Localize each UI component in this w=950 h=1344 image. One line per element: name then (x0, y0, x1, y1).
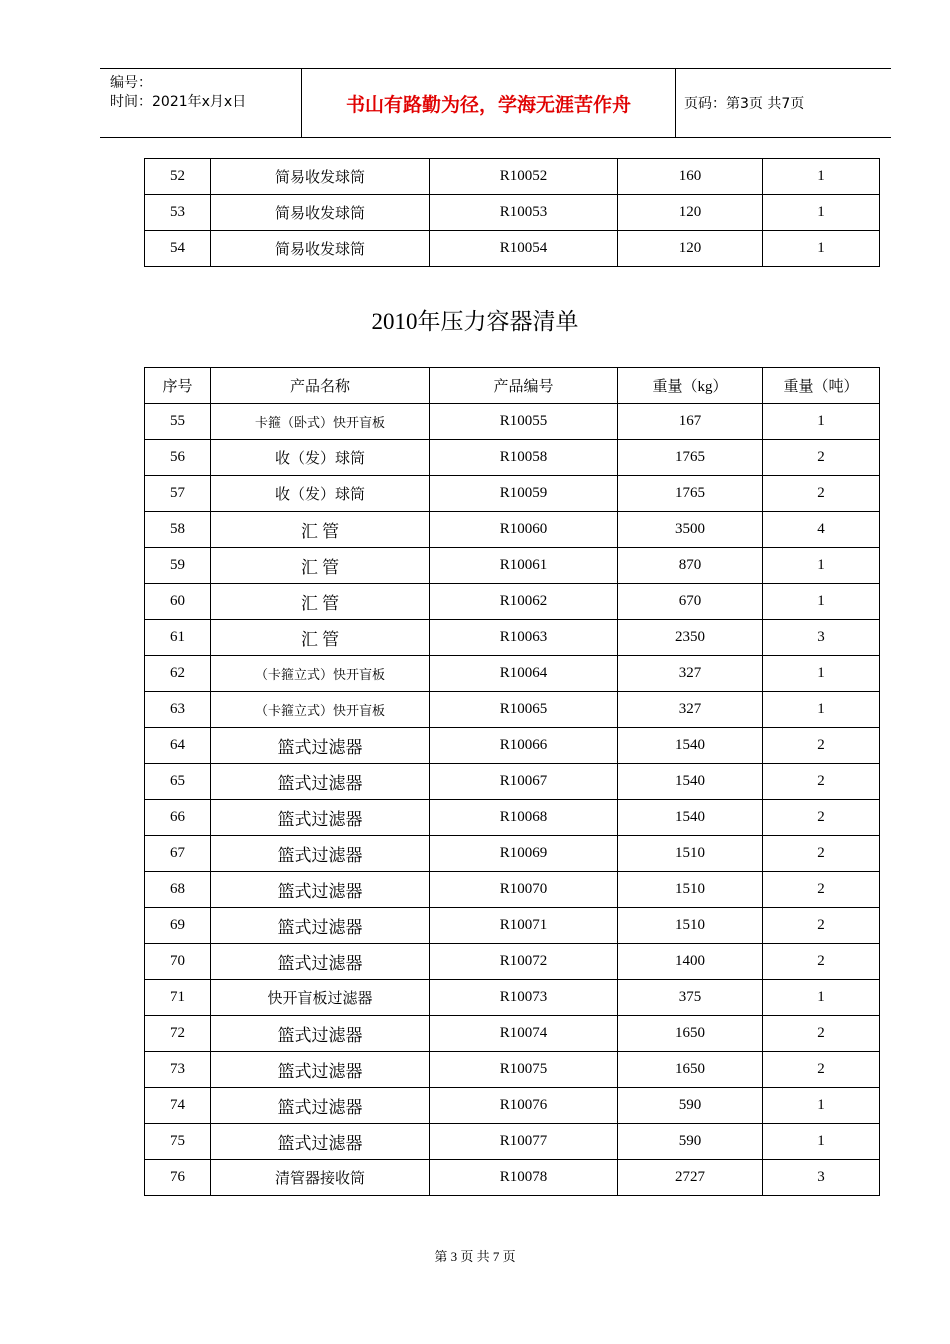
weight-kg-cell: 1650 (618, 1016, 763, 1052)
weight-ton-cell: 2 (763, 476, 880, 512)
table-row (145, 1016, 880, 1052)
product-name-cell: （卡箍立式）快开盲板 (211, 692, 430, 728)
weight-ton-cell: 2 (763, 836, 880, 872)
weight-kg-cell: 670 (618, 584, 763, 620)
serial-number-cell: 57 (145, 476, 211, 512)
weight-ton-cell: 2 (763, 908, 880, 944)
weight-ton-cell: 1 (763, 692, 880, 728)
product-code-cell: R10055 (430, 404, 618, 440)
product-name-cell: 汇 管 (211, 584, 430, 620)
weight-ton-cell: 2 (763, 440, 880, 476)
weight-kg-cell: 590 (618, 1124, 763, 1160)
continued-table (144, 158, 880, 267)
table-row (145, 800, 880, 836)
table-row (145, 944, 880, 980)
weight-kg-cell: 2350 (618, 620, 763, 656)
header-motto: 书山有路勤为径，学海无涯苦作舟 (345, 93, 631, 116)
serial-number-cell: 71 (145, 980, 211, 1016)
product-name-cell: 篮式过滤器 (211, 764, 430, 800)
weight-kg-cell: 1510 (618, 872, 763, 908)
weight-ton-cell: 3 (763, 1160, 880, 1196)
product-code-cell: R10062 (430, 584, 618, 620)
product-name-cell: 篮式过滤器 (211, 728, 430, 764)
product-code-cell: R10074 (430, 1016, 618, 1052)
table-row (145, 1088, 880, 1124)
product-name-cell: 简易收发球筒 (211, 231, 430, 267)
product-name-cell: 收（发）球筒 (211, 440, 430, 476)
column-header: 产品名称 (211, 368, 430, 404)
serial-number-cell: 75 (145, 1124, 211, 1160)
product-name-cell: 篮式过滤器 (211, 1016, 430, 1052)
serial-number-cell: 61 (145, 620, 211, 656)
table-row (145, 980, 880, 1016)
weight-kg-cell: 590 (618, 1088, 763, 1124)
product-name-cell: 篮式过滤器 (211, 944, 430, 980)
column-header: 产品编号 (430, 368, 618, 404)
weight-kg-cell: 2727 (618, 1160, 763, 1196)
table-row (145, 728, 880, 764)
weight-kg-cell: 870 (618, 548, 763, 584)
table-row (145, 764, 880, 800)
product-name-cell: 快开盲板过滤器 (211, 980, 430, 1016)
weight-kg-cell: 1510 (618, 908, 763, 944)
table-row (145, 476, 880, 512)
product-code-cell: R10076 (430, 1088, 618, 1124)
weight-ton-cell: 1 (763, 1124, 880, 1160)
weight-kg-cell: 120 (618, 195, 763, 231)
product-name-cell: 汇 管 (211, 548, 430, 584)
serial-number-cell: 64 (145, 728, 211, 764)
product-code-cell: R10053 (430, 195, 618, 231)
product-code-cell: R10078 (430, 1160, 618, 1196)
column-header: 重量（kg） (618, 368, 763, 404)
serial-number-cell: 69 (145, 908, 211, 944)
table-row (145, 620, 880, 656)
weight-ton-cell: 2 (763, 872, 880, 908)
table-row (145, 1052, 880, 1088)
weight-kg-cell: 3500 (618, 512, 763, 548)
product-name-cell: 篮式过滤器 (211, 836, 430, 872)
product-name-cell: 清管器接收筒 (211, 1160, 430, 1196)
product-name-cell: 汇 管 (211, 512, 430, 548)
product-name-cell: 篮式过滤器 (211, 908, 430, 944)
serial-number-cell: 68 (145, 872, 211, 908)
weight-kg-cell: 1540 (618, 764, 763, 800)
serial-number-cell: 55 (145, 404, 211, 440)
weight-kg-cell: 1540 (618, 800, 763, 836)
weight-kg-cell: 1510 (618, 836, 763, 872)
product-name-cell: 汇 管 (211, 620, 430, 656)
product-code-cell: R10072 (430, 944, 618, 980)
page-header (100, 68, 891, 138)
pressure-vessel-table (144, 367, 880, 1196)
weight-ton-cell: 1 (763, 159, 880, 195)
product-name-cell: 简易收发球筒 (211, 159, 430, 195)
header-meta (110, 74, 305, 112)
product-name-cell: （卡箍立式）快开盲板 (211, 656, 430, 692)
product-name-cell: 收（发）球筒 (211, 476, 430, 512)
table-row (145, 195, 880, 231)
product-code-cell: R10066 (430, 728, 618, 764)
weight-ton-cell: 2 (763, 728, 880, 764)
product-code-cell: R10069 (430, 836, 618, 872)
serial-number-cell: 72 (145, 1016, 211, 1052)
table-row (145, 692, 880, 728)
weight-ton-cell: 1 (763, 980, 880, 1016)
header-page-code: 页码：第3页 共7页 (684, 96, 805, 112)
table-row (145, 1160, 880, 1196)
serial-number-cell: 62 (145, 656, 211, 692)
product-code-cell: R10077 (430, 1124, 618, 1160)
weight-kg-cell: 120 (618, 231, 763, 267)
weight-ton-cell: 1 (763, 584, 880, 620)
product-code-cell: R10054 (430, 231, 618, 267)
serial-number-cell: 66 (145, 800, 211, 836)
weight-kg-cell: 1765 (618, 440, 763, 476)
product-name-cell: 篮式过滤器 (211, 800, 430, 836)
product-name-cell: 篮式过滤器 (211, 1088, 430, 1124)
weight-kg-cell: 327 (618, 656, 763, 692)
product-code-cell: R10060 (430, 512, 618, 548)
serial-number-cell: 74 (145, 1088, 211, 1124)
weight-ton-cell: 2 (763, 944, 880, 980)
weight-ton-cell: 2 (763, 1016, 880, 1052)
document-time-label: 时间：2021年x月x日 (110, 94, 247, 110)
weight-ton-cell: 3 (763, 620, 880, 656)
section-title: 2010年压力容器清单 (371, 309, 579, 334)
product-code-cell: R10061 (430, 548, 618, 584)
table-row (145, 548, 880, 584)
weight-ton-cell: 1 (763, 1088, 880, 1124)
product-name-cell: 篮式过滤器 (211, 1052, 430, 1088)
product-name-cell: 卡箍（卧式）快开盲板 (211, 404, 430, 440)
product-code-cell: R10064 (430, 656, 618, 692)
product-code-cell: R10065 (430, 692, 618, 728)
product-code-cell: R10058 (430, 440, 618, 476)
table-row (145, 584, 880, 620)
product-code-cell: R10071 (430, 908, 618, 944)
table-row (145, 512, 880, 548)
weight-ton-cell: 1 (763, 195, 880, 231)
serial-number-cell: 59 (145, 548, 211, 584)
product-name-cell: 篮式过滤器 (211, 1124, 430, 1160)
product-code-cell: R10052 (430, 159, 618, 195)
table-row (145, 656, 880, 692)
serial-number-cell: 65 (145, 764, 211, 800)
weight-ton-cell: 2 (763, 764, 880, 800)
serial-number-cell: 73 (145, 1052, 211, 1088)
weight-kg-cell: 1650 (618, 1052, 763, 1088)
table-row (145, 908, 880, 944)
weight-kg-cell: 327 (618, 692, 763, 728)
serial-number-cell: 58 (145, 512, 211, 548)
weight-ton-cell: 2 (763, 800, 880, 836)
product-name-cell: 篮式过滤器 (211, 872, 430, 908)
table-row (145, 159, 880, 195)
weight-kg-cell: 167 (618, 404, 763, 440)
serial-number-cell: 70 (145, 944, 211, 980)
header-divider (675, 69, 676, 137)
table-header-row (145, 368, 880, 404)
weight-kg-cell: 1540 (618, 728, 763, 764)
serial-number-cell: 53 (145, 195, 211, 231)
weight-kg-cell: 1400 (618, 944, 763, 980)
serial-number-cell: 56 (145, 440, 211, 476)
table-row (145, 1124, 880, 1160)
document-number-label: 编号： (110, 75, 152, 91)
product-code-cell: R10063 (430, 620, 618, 656)
serial-number-cell: 54 (145, 231, 211, 267)
product-code-cell: R10070 (430, 872, 618, 908)
serial-number-cell: 60 (145, 584, 211, 620)
table-row (145, 231, 880, 267)
weight-kg-cell: 1765 (618, 476, 763, 512)
column-header: 序号 (145, 368, 211, 404)
serial-number-cell: 63 (145, 692, 211, 728)
product-code-cell: R10068 (430, 800, 618, 836)
table-row (145, 872, 880, 908)
weight-ton-cell: 1 (763, 548, 880, 584)
serial-number-cell: 67 (145, 836, 211, 872)
table-row (145, 836, 880, 872)
product-name-cell: 简易收发球筒 (211, 195, 430, 231)
weight-ton-cell: 2 (763, 1052, 880, 1088)
serial-number-cell: 52 (145, 159, 211, 195)
weight-kg-cell: 160 (618, 159, 763, 195)
product-code-cell: R10067 (430, 764, 618, 800)
column-header: 重量（吨） (763, 368, 880, 404)
product-code-cell: R10075 (430, 1052, 618, 1088)
weight-ton-cell: 1 (763, 404, 880, 440)
weight-ton-cell: 4 (763, 512, 880, 548)
weight-ton-cell: 1 (763, 656, 880, 692)
weight-ton-cell: 1 (763, 231, 880, 267)
serial-number-cell: 76 (145, 1160, 211, 1196)
table-row (145, 404, 880, 440)
page-footer: 第 3 页 共 7 页 (434, 1249, 516, 1264)
table-row (145, 440, 880, 476)
product-code-cell: R10073 (430, 980, 618, 1016)
weight-kg-cell: 375 (618, 980, 763, 1016)
product-code-cell: R10059 (430, 476, 618, 512)
